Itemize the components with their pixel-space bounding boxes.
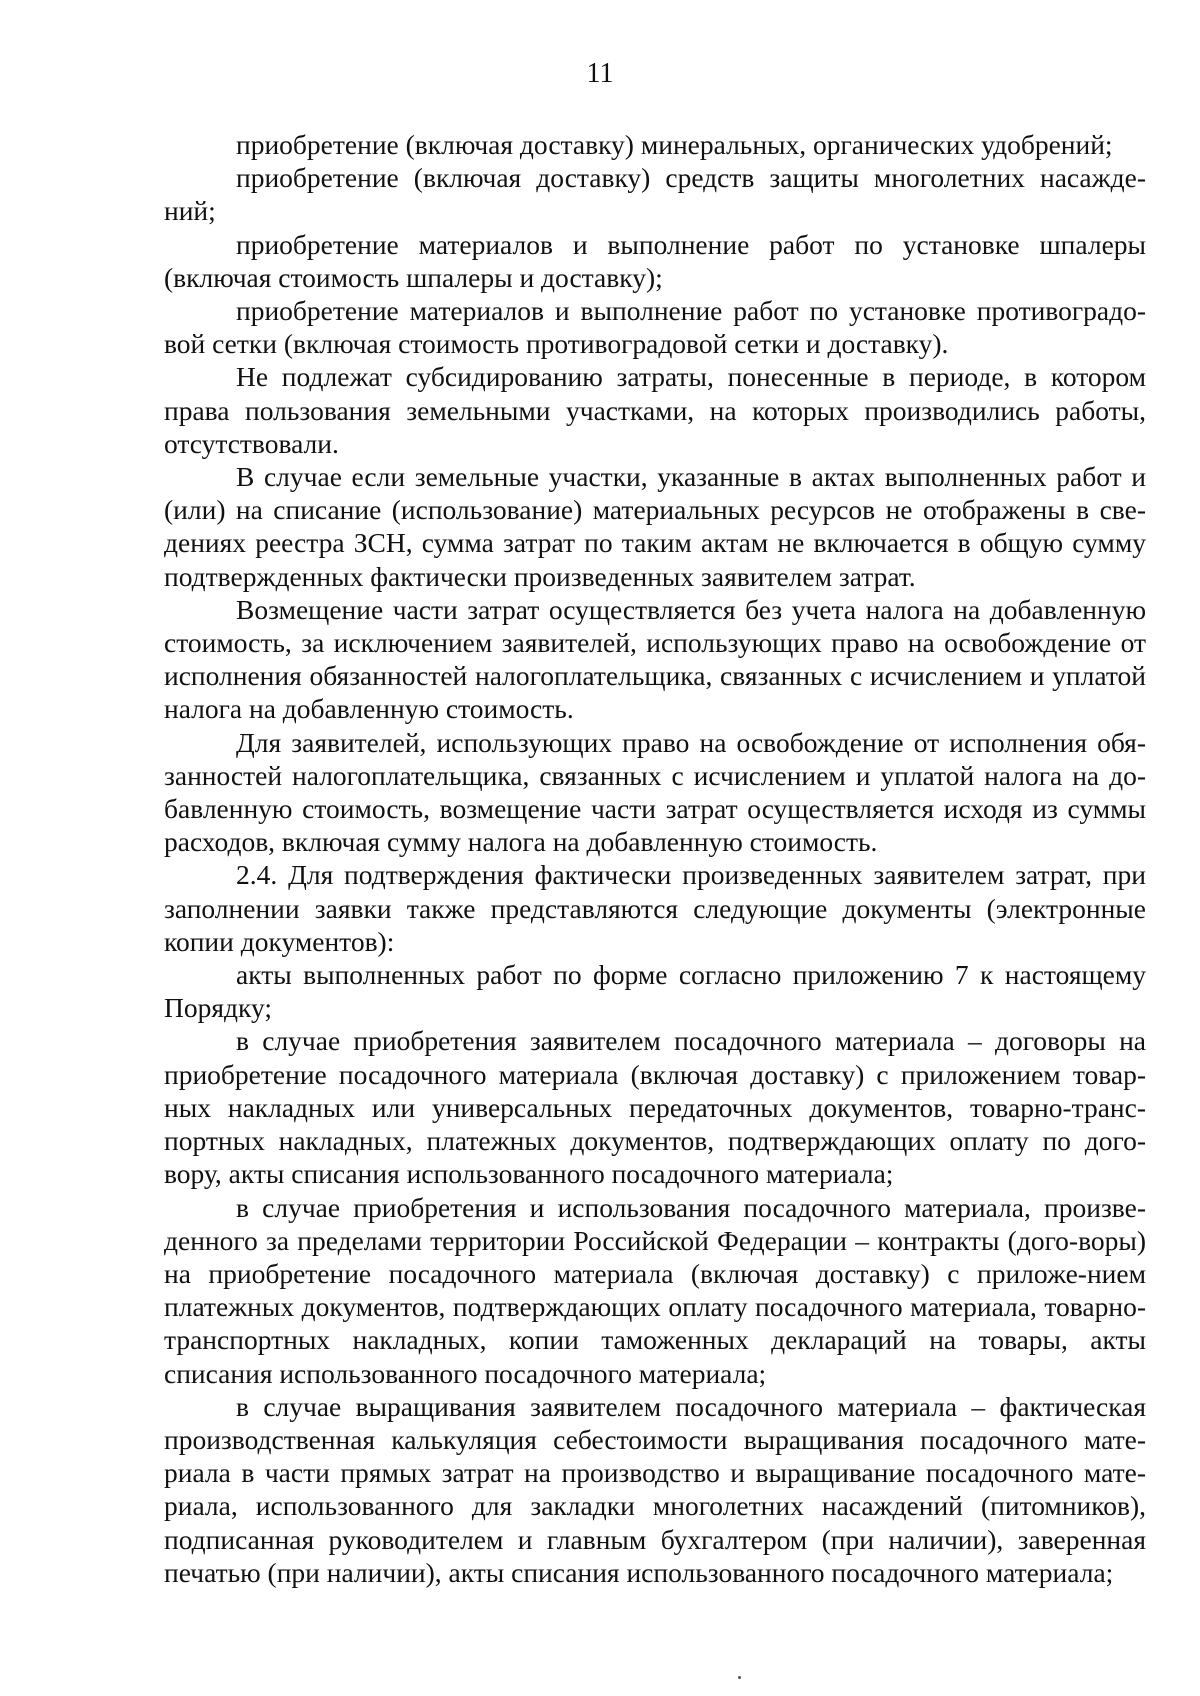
- paragraph-trellis: приобретение материалов и выполнение работ по установке шпалеры (включая стоимость шпалеры и доставку);: [164, 228, 1146, 293]
- document-body: [164, 128, 1146, 1589]
- paragraph-work-acts: акты выполненных работ по форме согласно приложению 7 к настоящему Порядку;: [164, 959, 1146, 1024]
- paragraph-anti-hail-net: приобретение материалов и выполнение работ по установке противоградо-вой сетки (включая стоимость противоградовой сетки и доставку).: [164, 295, 1146, 360]
- paragraph-vat-exempt: Для заявителей, использующих право на освобождение от исполнения обя-занностей налогоплательщика, связанных с исчислением и уплатой налога на до-бавленную стоимость, возмещение части затрат осуществляется исходя из суммы расходов, включая сумму налога на добавленную стоимость.: [164, 726, 1146, 858]
- paragraph-planting-import: в случае приобретения и использования посадочного материала, произве-денного за пределами территории Российской Федерации – контракты (дого-воры) на приобретение посадочного материала (включая доставку) с приложе-нием платежных документов, подтверждающих оплату посадочного материала, товарно-транспортных накладных, копии таможенных деклараций на товары, акты списания использованного посадочного материала;: [164, 1191, 1146, 1389]
- paragraph-vat-exclusion: Возмещение части затрат осуществляется без учета налога на добавленную стоимость, за исключением заявителей, использующих право на освобождение от исполнения обязанностей налогоплательщика, связанных с исчислением и уплатой налога на добавленную стоимость.: [164, 593, 1146, 725]
- paragraph-planting-growing: в случае выращивания заявителем посадочного материала – фактическая производственная калькуляция себестоимости выращивания посадочного мате-риала в части прямых затрат на производство и выращивание посадочного мате-риала, использованного для закладки многолетних насаждений (питомников), подписанная руководителем и главным бухгалтером (при наличии), заверенная печатью (при наличии), акты списания использованного посадочного материала;: [164, 1390, 1146, 1588]
- page-number: 11: [586, 58, 614, 89]
- paragraph-fertilizers: приобретение (включая доставку) минеральных, органических удобрений;: [236, 129, 1113, 160]
- paragraph-planting-purchase: в случае приобретения заявителем посадочного материала – договоры на приобретение посадочного материала (включая доставку) с приложением товар-ных накладных или универсальных передаточных документов, товарно-транс-портных накладных, платежных документов, подтверждающих оплату по дого-вору, акты списания использованного посадочного материала;: [164, 1025, 1146, 1190]
- scan-speck: [738, 1676, 741, 1679]
- paragraph-not-subsidized: Не подлежат субсидированию затраты, понесенные в периоде, в котором права пользования земельными участками, на которых производились работы, отсутствовали.: [164, 361, 1146, 459]
- paragraph-section-2-4: 2.4. Для подтверждения фактически произведенных заявителем затрат, при заполнении заявки также представляются следующие документы (электронные копии документов):: [164, 859, 1146, 957]
- paragraph-protection-means: приобретение (включая доставку) средств защиты многолетних насажде-ний;: [164, 162, 1146, 227]
- paragraph-zsn-registry: В случае если земельные участки, указанные в актах выполненных работ и (или) на списание (использование) материальных ресурсов не отображены в све-дениях реестра ЗСН, сумма затрат по таким актам не включается в общую сумму подтвержденных фактически произведенных заявителем затрат.: [164, 461, 1146, 592]
